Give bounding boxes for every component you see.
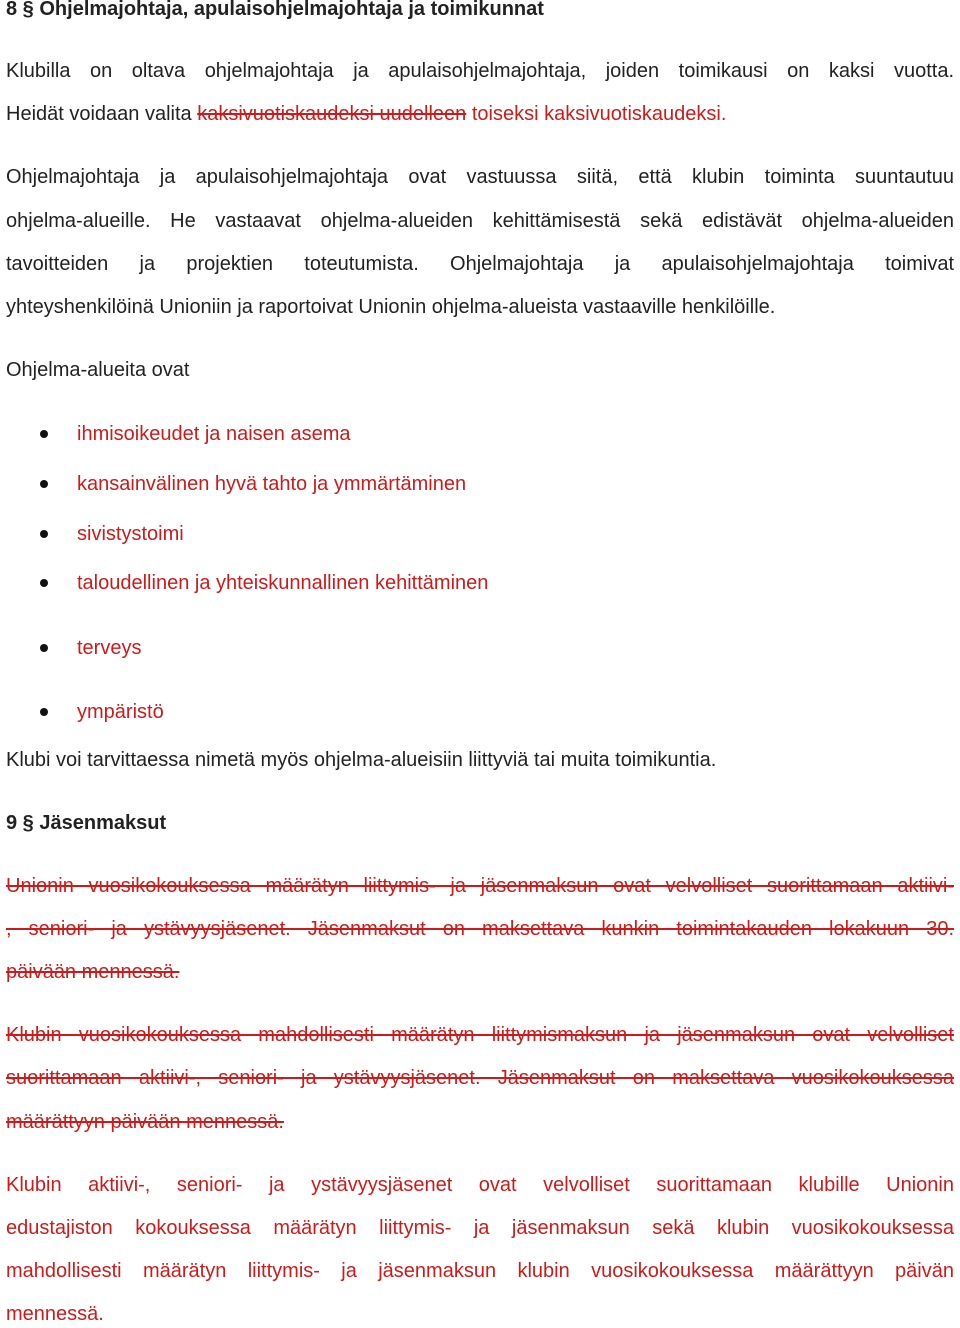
bullet-icon [40, 644, 48, 652]
paragraph-line: Klubilla on oltava ohjelmajohtaja ja apulaisohjelmajohtaja, joiden toimikausi on kaksi vuotta. [6, 60, 954, 82]
bullet-icon [40, 579, 48, 587]
bullet-icon [40, 530, 48, 538]
section-8-heading: 8 § Ohjelmajohtaja, apulaisohjelmajohtaja ja toimikunnat [6, 0, 544, 20]
list-item: sivistystoimi [77, 523, 184, 545]
paragraph-line: Klubi voi tarvittaessa nimetä myös ohjelma-alueisiin liittyviä tai muita toimikuntia. [6, 749, 717, 771]
section-9-heading: 9 § Jäsenmaksut [6, 812, 167, 834]
bullet-icon [40, 430, 48, 438]
list-intro: Ohjelma-alueita ovat [6, 359, 190, 381]
deleted-text: päivään mennessä. [6, 961, 180, 983]
list-item: taloudellinen ja yhteiskunnallinen kehittäminen [77, 572, 489, 594]
paragraph-line: ohjelma-alueille. He vastaavat ohjelma-alueiden kehittämisestä sekä edistävät ohjelma-alueiden [6, 210, 954, 232]
deleted-paragraph-line: , seniori- ja ystävyysjäsenet. Jäsenmaksut on maksettava kunkin toimintakauden lokakuun 30. [6, 918, 954, 940]
bullet-icon [40, 708, 48, 716]
inserted-paragraph-line: edustajiston kokouksessa määrätyn liittymis- ja jäsenmaksun sekä klubin vuosikokouksessa [6, 1217, 954, 1239]
list-item: ympäristö [77, 701, 164, 723]
paragraph-line: yhteyshenkilöinä Unioniin ja raportoivat Unionin ohjelma-alueista vastaaville henkilöille. [6, 296, 776, 318]
inserted-paragraph-line: mennessä. [6, 1303, 104, 1325]
deleted-text: kaksivuotiskaudeksi uudelleen [197, 103, 467, 125]
list-item: terveys [77, 637, 142, 659]
text-span: Heidät voidaan valita [6, 103, 198, 125]
inserted-paragraph-line: mahdollisesti määrätyn liittymis- ja jäsenmaksun klubin vuosikokouksessa määrättyyn päivän [6, 1260, 954, 1282]
deleted-paragraph-line [6, 958, 954, 986]
deleted-paragraph-line [6, 1108, 954, 1136]
deleted-paragraph-line: suorittamaan aktiivi-, seniori- ja ystävyysjäsenet. Jäsenmaksut on maksettava vuosikokouksessa [6, 1067, 954, 1089]
inserted-text: toiseksi kaksivuotiskaudeksi. [466, 103, 727, 125]
deleted-paragraph-line: Klubin vuosikokouksessa mahdollisesti määrätyn liittymismaksun ja jäsenmaksun ovat velvolliset [6, 1024, 954, 1046]
list-item: ihmisoikeudet ja naisen asema [77, 423, 351, 445]
paragraph-line: tavoitteiden ja projektien toteutumista. Ohjelmajohtaja ja apulaisohjelmajohtaja toimivat [6, 253, 954, 275]
paragraph-line-with-revision [6, 100, 954, 128]
bullet-icon [40, 480, 48, 488]
deleted-paragraph-line: Unionin vuosikokouksessa määrätyn liittymis- ja jäsenmaksun ovat velvolliset suorittamaan aktiivi- [6, 875, 954, 897]
paragraph-line: Ohjelmajohtaja ja apulaisohjelmajohtaja ovat vastuussa siitä, että klubin toiminta suuntautuu [6, 166, 954, 188]
deleted-text: määrättyyn päivään mennessä. [6, 1111, 284, 1133]
inserted-paragraph-line: Klubin aktiivi-, seniori- ja ystävyysjäsenet ovat velvolliset suorittamaan klubille Unionin [6, 1174, 954, 1196]
list-item: kansainvälinen hyvä tahto ja ymmärtäminen [77, 473, 467, 495]
